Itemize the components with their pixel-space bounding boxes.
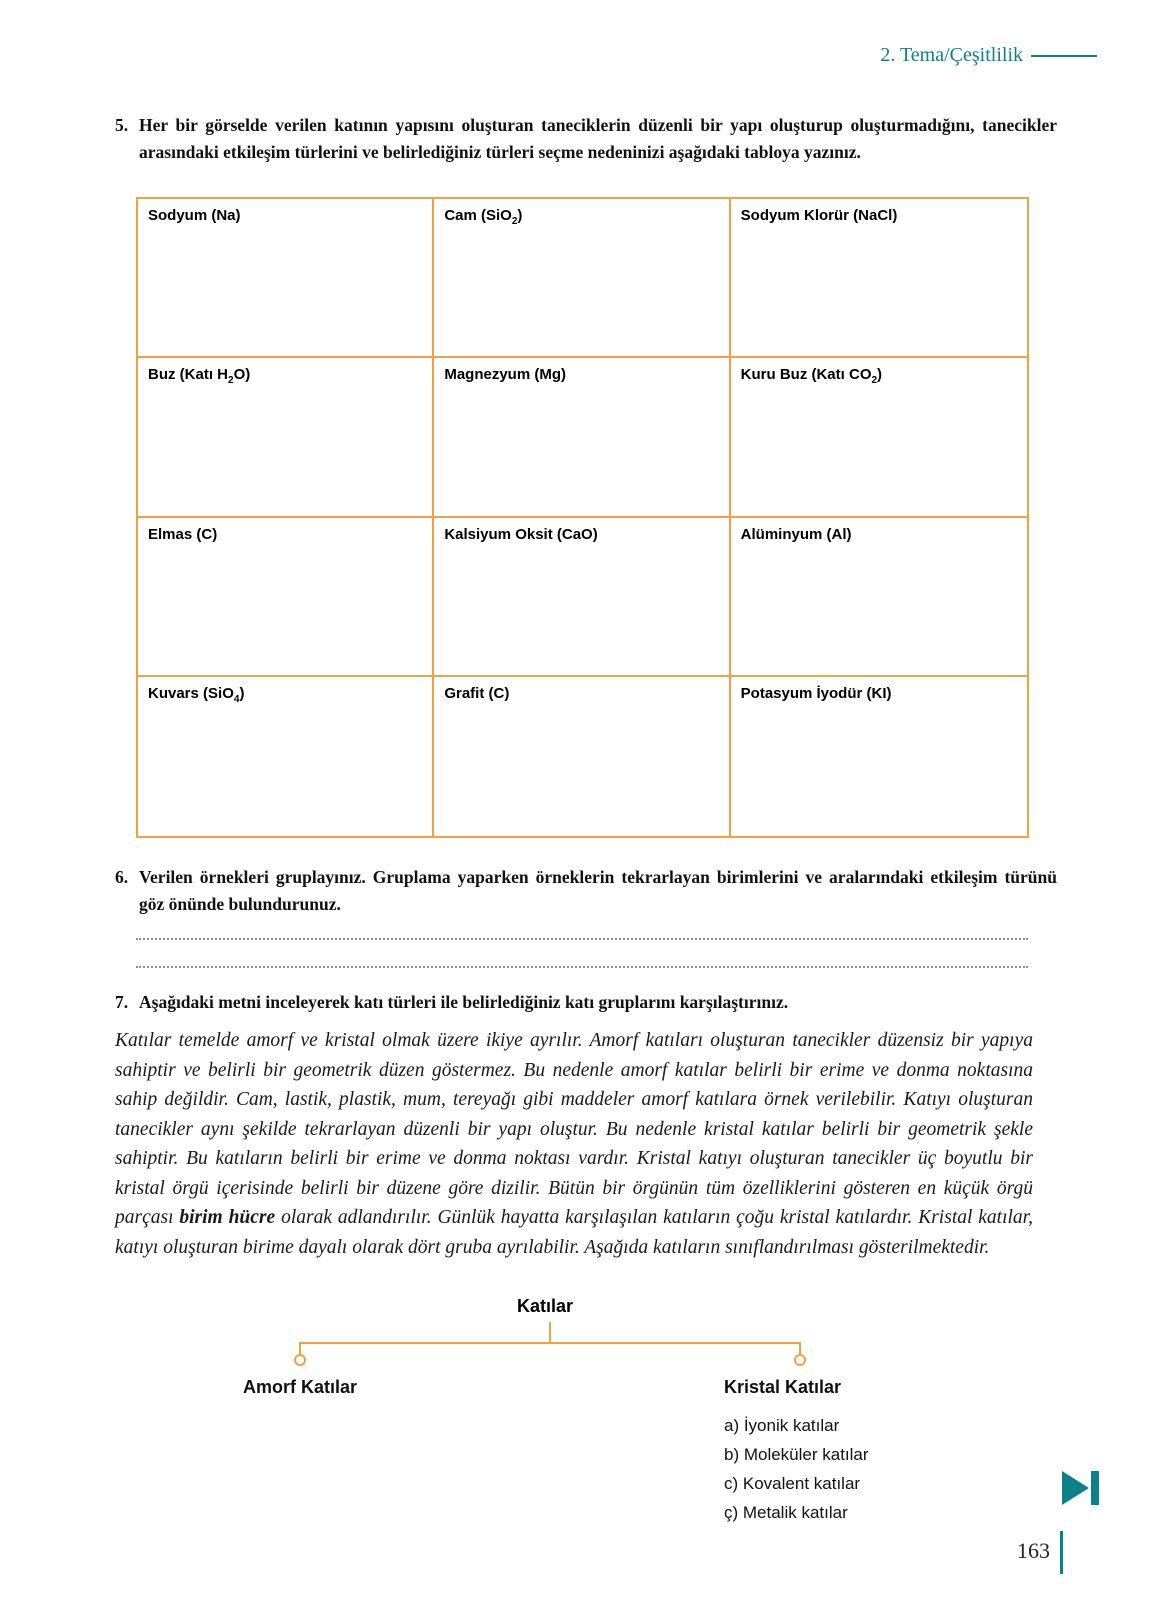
tree-left-node-circle (294, 1354, 306, 1366)
answer-line-1[interactable] (136, 938, 1028, 940)
table-cell-grafit[interactable]: Grafit (C) (434, 677, 730, 836)
question-6 (115, 864, 1057, 918)
table-cell-sodyum-klorur[interactable]: Sodyum Klorür (NaCl) (731, 199, 1027, 358)
tree-kristal-group (724, 1377, 954, 1527)
paragraph-part2: olarak adlandırılır. Günlük hayatta karşılaşılan katıların çoğu kristal katılardır. Kristal katılar, katıyı oluşturan birime dayalı olarak dört gruba ayrılabilir. Aşağıda katıların sınıflandırılması gösterilmektedir. (115, 1207, 1033, 1258)
next-page-icon[interactable] (1062, 1471, 1102, 1505)
question-6-number: 6. (115, 867, 129, 887)
tree-kristal-label: Kristal Katılar (724, 1377, 842, 1397)
paragraph-bold-term: birim hücre (179, 1207, 276, 1228)
tree-horizontal-line (299, 1342, 801, 1344)
page-number-bar (1060, 1531, 1063, 1574)
tree-item-molekuler: b) Moleküler katılar (724, 1445, 869, 1464)
page-number: 163 (1017, 1538, 1050, 1563)
table-cell-cam[interactable]: Cam (SiO$_2$) (434, 199, 730, 358)
answer-line-2[interactable] (136, 966, 1028, 968)
table-cell-kuvars[interactable]: Kuvars (SiO$_4$) (138, 677, 434, 836)
table-cell-aluminyum[interactable]: Alüminyum (Al) (731, 518, 1027, 677)
header-rule (1031, 55, 1097, 57)
question-6-text: Verilen örnekleri gruplayınız. Gruplama yaparken örneklerin tekrarlayan birimlerini ve aralarındaki etkileşim türünü göz önünde bulundurunuz. (139, 867, 1057, 914)
question-5 (115, 112, 1057, 166)
tree-item-metalik: ç) Metalik katılar (724, 1503, 848, 1522)
tree-amorf-label: Amorf Katılar (242, 1377, 358, 1397)
question-7-text: Aşağıdaki metni inceleyerek katı türleri ile belirlediğiniz katı gruplarını karşılaştırınız. (139, 992, 789, 1012)
table-cell-kalsiyum-oksit[interactable]: Kalsiyum Oksit (CaO) (434, 518, 730, 677)
table-cell-kuru-buz[interactable]: Kuru Buz (Katı $CO_2$) (731, 358, 1027, 517)
question-5-text: Her bir görselde verilen katının yapısını oluşturan taneciklerin düzenli bir yapı oluşturup oluşturmadığını, tanecikler arasındaki etkileşim türlerini ve belirlediğiniz türleri seçme nedeninizi aşağıdaki tabloya yazınız. (139, 115, 1057, 162)
tree-item-kovalent: c) Kovalent katılar (724, 1474, 861, 1493)
solids-table (136, 197, 1029, 838)
question-7 (115, 989, 1057, 1016)
tree-right-node-circle (794, 1354, 806, 1366)
page-header (880, 44, 1097, 67)
table-cell-buz[interactable]: Buz (Katı $H_2O$) (138, 358, 434, 517)
table-cell-potasyum-iyodur[interactable]: Potasyum İyodür (KI) (740, 684, 892, 702)
solids-paragraph (115, 1026, 1033, 1262)
tree-item-iyonik: a) İyonik katılar (724, 1416, 840, 1435)
tree-root-label: Katılar (516, 1296, 574, 1316)
table-cell-elmas[interactable]: Elmas (C) (138, 518, 434, 677)
paragraph-part1: Katılar temelde amorf ve kristal olmak üzere ikiye ayrılır. Amorf katıları oluşturan tanecikler düzensiz bir yapıya sahiptir ve belirli bir geometrik düzen göstermez. Bu nedenle amorf katılar belirli bir erime ve donma noktasına sahip değildir. Cam, lastik, plastik, mum, tereyağı gibi maddeler amorf katılara örnek verilebilir. Katıyı oluşturan tanecikler aynı şekilde tekrarlayan düzenli bir yapı oluştur. Bu nedenle kristal katılar belirli bir geometrik şekle sahiptir. Bu katıların belirli bir erime ve donma noktası vardır. Kristal katıyı oluşturan tanecikler üç boyutlu bir kristal örgü içerisinde belirli bir düzene göre dizilir. Bütün bir örgünün tüm özelliklerini gösteren en küçük örgü parçası (115, 1030, 1033, 1228)
question-7-number: 7. (115, 992, 129, 1012)
question-5-number: 5. (115, 115, 129, 135)
tree-stem-line (549, 1322, 551, 1342)
table-cell-magnezyum[interactable]: Magnezyum (Mg) (434, 358, 730, 517)
theme-title: 2. Tema/Çeşitlilik (880, 44, 1023, 66)
table-cell-sodyum[interactable]: Sodyum (Na) (138, 199, 434, 358)
